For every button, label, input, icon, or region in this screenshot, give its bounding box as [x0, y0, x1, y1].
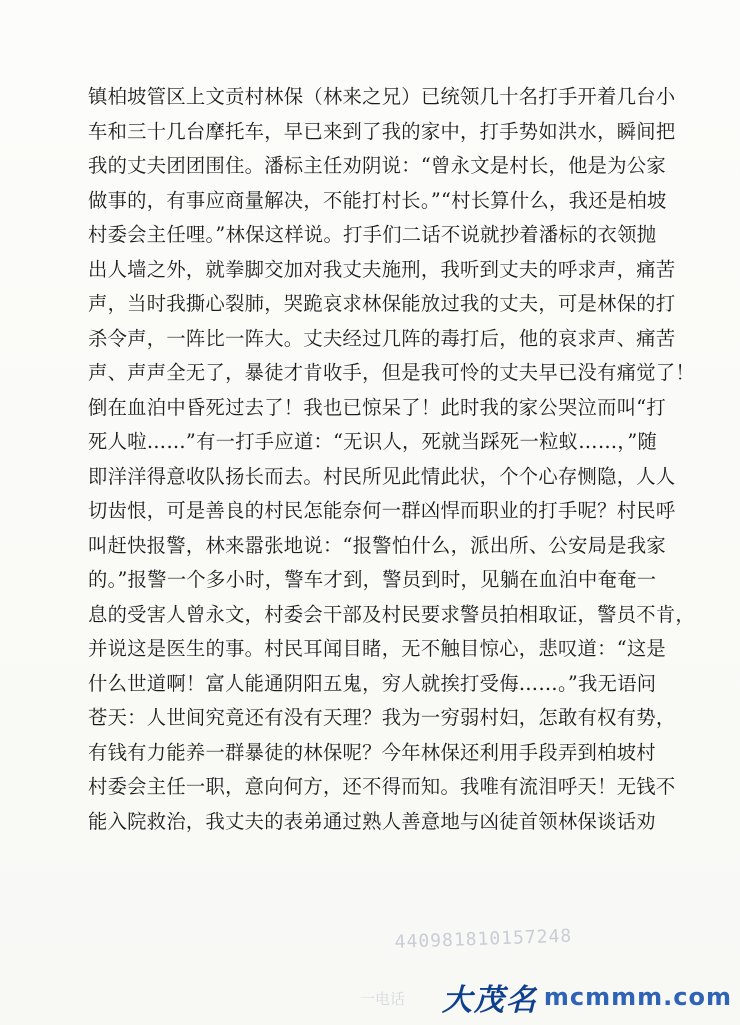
text-line: 车和三十几台摩托车，早已来到了我的家中，打手势如洪水，瞬间把 [88, 119, 676, 143]
text-line: 息的受害人曾永文，村委会干部及村民要求警员拍相取证，警员不肯， [88, 602, 696, 626]
text-line: 苍天：人世间究竟还有没有天理？我为一穷弱村妇，怎敢有权有势， [88, 706, 676, 729]
bleed-through-number: 440981810157248 [394, 925, 573, 953]
text-line: 声，当时我撕心裂肺，哭跪哀求林保能放过我的丈夫，可是林保的打 [88, 292, 676, 315]
text-line: 我的丈夫团团围住。潘标主任劝阴说：“曾永文是村长，他是为公家 [88, 154, 667, 177]
site-watermark [442, 977, 732, 1017]
text-line: 杀令声，一阵比一阵大。丈夫经过几阵的毒打后，他的哀求声、痛苦 [88, 326, 676, 350]
text-line: 即洋洋得意收队扬长而去。村民所见此情此状，个个心存恻隐，人人 [88, 464, 676, 488]
text-line: 村委会主任哩。”林保这样说。打手们二话不说就抄着潘标的衣领抛 [88, 223, 657, 246]
text-line: 什么世道啊！富人能通阴阳五鬼，穷人就挨打受侮……。”我无语问 [88, 671, 657, 695]
text-line: 出人墙之外，就拳脚交加对我丈夫施刑，我听到丈夫的呼求声，痛苦 [88, 257, 676, 281]
text-line: 声、声声全无了，暴徒才肯收手，但是我可怜的丈夫早已没有痛觉了！ [88, 361, 696, 384]
text-line: 并说这是医生的事。村民耳闻目睹，无不触目惊心，悲叹道：“这是 [88, 637, 667, 660]
text-line: 村委会主任一职，意向何方，还不得而知。我唯有流泪呼天！无钱不 [88, 775, 676, 798]
bleed-through-fragment: 一电话 [360, 990, 406, 1008]
watermark-domain: mcmmm.com [543, 983, 732, 1011]
text-line: 倒在血泊中昏死过去了！我也已惊呆了！此时我的家公哭泣而叫“打 [88, 395, 667, 419]
text-line: 叫赶快报警，林来嚣张地说：“报警怕什么，派出所、公安局是我家 [88, 533, 667, 557]
body-text [88, 80, 696, 839]
text-line: 能入院救治，我丈夫的表弟通过熟人善意地与凶徒首领林保谈话劝 [88, 809, 656, 833]
text-line: 死人啦……”有一打手应道：“无识人，死就当踩死一粒蚁……，”随 [88, 430, 658, 453]
text-line: 的。”报警一个多小时，警车才到，警员到时，见躺在血泊中奄奄一 [88, 568, 657, 591]
watermark-chinese: 大茂名 [441, 983, 538, 1018]
text-line: 有钱有力能养一群暴徒的林保呢？今年林保还利用手段弄到柏坡村 [88, 740, 656, 764]
text-line: 镇柏坡管区上文贡村林保（林来之兄）已统领几十名打手开着几台小 [88, 85, 676, 108]
text-line: 做事的，有事应商量解决，不能打村长。”“村长算什么，我还是柏坡 [88, 188, 667, 212]
text-line: 切齿恨，可是善良的村民怎能奈何一群凶悍而职业的打手呢？村民呼 [88, 499, 676, 522]
